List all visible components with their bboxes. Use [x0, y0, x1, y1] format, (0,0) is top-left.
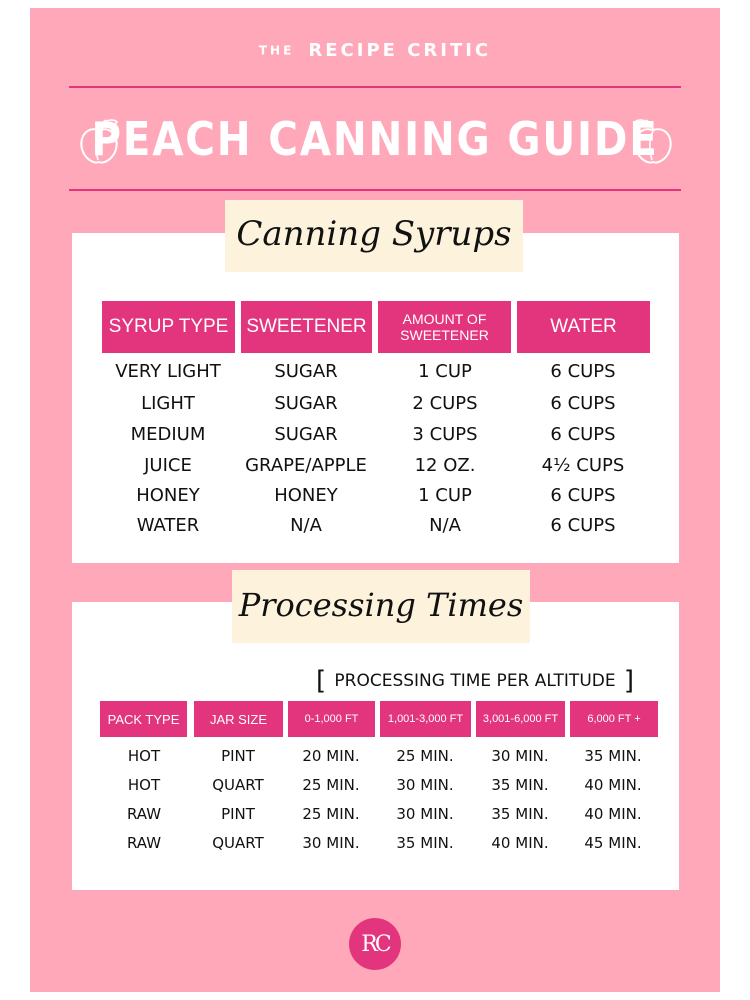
brand-prefix: THE [258, 43, 295, 58]
processing-cell: 35 MIN. [584, 747, 642, 765]
syrups-cell: SUGAR [274, 424, 338, 445]
syrups-cell: 2 CUPS [412, 393, 478, 414]
processing-cell: 20 MIN. [302, 747, 360, 765]
processing-header-cell: PACK TYPE [100, 701, 187, 737]
syrups-cell: HONEY [136, 485, 200, 506]
syrups-cell: JUICE [144, 455, 192, 476]
syrups-cell: VERY LIGHT [115, 361, 221, 382]
processing-cell: 30 MIN. [396, 805, 454, 823]
brand-name: RECIPE CRITIC [308, 40, 492, 61]
processing-heading: Processing Times [238, 586, 524, 624]
processing-cell: QUART [212, 834, 264, 852]
syrups-header-cell: SWEETENER [241, 301, 372, 353]
syrups-cell: 6 CUPS [550, 424, 616, 445]
processing-cell: 45 MIN. [584, 834, 642, 852]
processing-cell: HOT [127, 776, 161, 794]
processing-cell: PINT [221, 747, 255, 765]
altitude-caption [316, 666, 634, 696]
syrups-cell: GRAPE/APPLE [245, 455, 367, 476]
processing-cell: RAW [126, 834, 162, 852]
syrups-cell: 6 CUPS [550, 361, 616, 382]
syrups-cell: 12 OZ. [414, 455, 476, 476]
top-divider [69, 86, 681, 88]
syrups-cell: WATER [136, 515, 200, 536]
altitude-caption-text: PROCESSING TIME PER ALTITUDE [334, 671, 616, 691]
syrups-cell: 1 CUP [418, 485, 472, 506]
processing-cell: 30 MIN. [491, 747, 549, 765]
syrups-cell: 1 CUP [418, 361, 472, 382]
syrups-cell: 6 CUPS [550, 393, 616, 414]
processing-label-box [232, 570, 530, 643]
processing-cell: 25 MIN. [302, 805, 360, 823]
processing-cell: 35 MIN. [491, 805, 549, 823]
processing-header-cell: JAR SIZE [194, 701, 283, 737]
syrups-cell: 4½ CUPS [541, 455, 625, 476]
processing-cell: HOT [127, 747, 161, 765]
page-title: PEACH CANNING GUIDE [91, 112, 659, 166]
processing-cell: 40 MIN. [584, 805, 642, 823]
processing-cell: QUART [212, 776, 264, 794]
processing-cell: 35 MIN. [396, 834, 454, 852]
bracket-right: ] [623, 666, 634, 696]
processing-cell: 40 MIN. [584, 776, 642, 794]
processing-cell: 40 MIN. [491, 834, 549, 852]
logo-monogram: RC [361, 931, 389, 957]
syrups-header-cell: AMOUNT OF SWEETENER [378, 301, 511, 353]
syrups-cell: MEDIUM [130, 424, 206, 445]
syrups-label-box [225, 200, 523, 272]
bracket-left: [ [316, 666, 327, 696]
syrups-cell: SUGAR [274, 393, 338, 414]
processing-cell: 30 MIN. [302, 834, 360, 852]
processing-header-cell: 1,001-3,000 FT [380, 701, 471, 737]
processing-cell: 35 MIN. [491, 776, 549, 794]
processing-cell: 25 MIN. [302, 776, 360, 794]
title-divider [69, 189, 681, 191]
processing-header-cell: 3,001-6,000 FT [476, 701, 565, 737]
syrups-cell: N/A [429, 515, 461, 536]
processing-cell: 25 MIN. [396, 747, 454, 765]
syrups-cell: SUGAR [274, 361, 338, 382]
processing-cell: 30 MIN. [396, 776, 454, 794]
syrups-header-cell: WATER [517, 301, 650, 353]
syrups-cell: 6 CUPS [550, 515, 616, 536]
processing-cell: PINT [221, 805, 255, 823]
processing-cell: RAW [126, 805, 162, 823]
processing-header-cell: 6,000 FT + [570, 701, 658, 737]
brand-header [0, 40, 750, 61]
syrups-cell: 3 CUPS [412, 424, 478, 445]
syrups-cell: LIGHT [141, 393, 195, 414]
recipe-critic-logo [349, 918, 401, 970]
syrups-cell: HONEY [274, 485, 338, 506]
peach-icon [630, 116, 676, 166]
syrups-cell: N/A [290, 515, 322, 536]
syrups-cell: 6 CUPS [550, 485, 616, 506]
syrups-heading: Canning Syrups [236, 214, 512, 254]
syrups-header-cell: SYRUP TYPE [102, 301, 235, 353]
processing-header-cell: 0-1,000 FT [288, 701, 375, 737]
